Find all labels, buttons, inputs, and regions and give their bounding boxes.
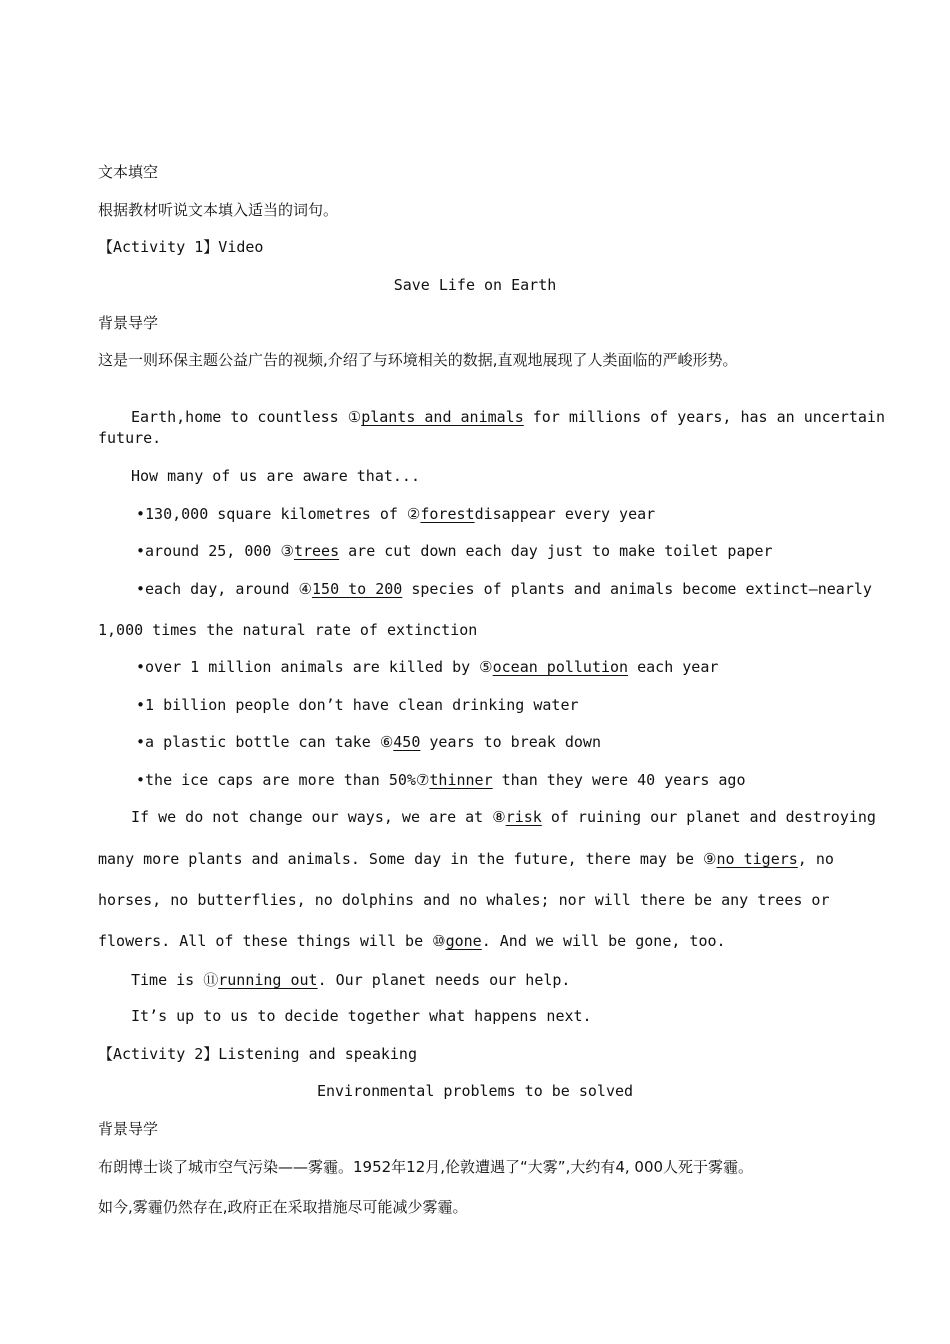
answer-8: risk xyxy=(505,808,542,826)
answer-9: no tigers xyxy=(716,850,798,868)
activity2-title: Environmental problems to be solved xyxy=(316,1082,634,1100)
activity1-label: 【Activity 1】Video xyxy=(98,238,264,256)
bullet-6: •a plastic bottle can take ⑥450 years to break down xyxy=(136,733,601,751)
answer-11: running out xyxy=(218,971,318,989)
instruction: 根据教材听说文本填入适当的词句。 xyxy=(98,201,339,219)
paragraph-3-line-4: flowers. All of these things will be ⑩gone. And we will be gone, too. xyxy=(98,932,726,950)
answer-5: ocean pollution xyxy=(492,658,629,676)
activity1-bg-heading: 背景导学 xyxy=(98,314,159,332)
paragraph-4: Time is ⑪running out. Our planet needs our help. xyxy=(131,971,571,989)
bullet-3: •each day, around ④150 to 200 species of plants and animals become extinct—nearly xyxy=(136,580,872,598)
bullet-7: •the ice caps are more than 50%⑦thinner than they were 40 years ago xyxy=(136,771,746,789)
activity2-bg-text-2: 如今,雾霾仍然存在,政府正在采取措施尽可能减少雾霾。 xyxy=(98,1198,468,1216)
bullet-5: •1 billion people don’t have clean drinking water xyxy=(136,696,579,714)
answer-7: thinner xyxy=(429,771,493,789)
bullet-4: •over 1 million animals are killed by ⑤ocean pollution each year xyxy=(136,658,719,676)
answer-2: forest xyxy=(420,505,475,523)
paragraph-3: If we do not change our ways, we are at ⑧risk of ruining our planet and destroying xyxy=(131,808,876,826)
activity1-bg-text: 这是一则环保主题公益广告的视频,介绍了与环境相关的数据,直观地展现了人类面临的严峻形势。 xyxy=(98,351,738,369)
bullet-3-cont: 1,000 times the natural rate of extinction xyxy=(98,621,478,639)
paragraph-1: Earth,home to countless ①plants and animals for millions of years, has an uncertain xyxy=(131,408,885,426)
paragraph-2: How many of us are aware that... xyxy=(131,467,420,485)
paragraph-5: It’s up to us to decide together what happens next. xyxy=(131,1007,592,1025)
answer-10: gone xyxy=(445,932,482,950)
bullet-1: •130,000 square kilometres of ②forestdisappear every year xyxy=(136,505,656,523)
activity2-label: 【Activity 2】Listening and speaking xyxy=(98,1045,417,1063)
bullet-2: •around 25, 000 ③trees are cut down each day just to make toilet paper xyxy=(136,542,773,560)
answer-4: 150 to 200 xyxy=(312,580,403,598)
activity2-bg-text-1: 布朗博士谈了城市空气污染——雾霾。1952年12月,伦敦遭遇了“大雾”,大约有4, 000人死于雾霾。 xyxy=(98,1158,754,1176)
paragraph-3-line-2: many more plants and animals. Some day in the future, there may be ⑨no tigers, no xyxy=(98,850,834,868)
answer-6: 450 xyxy=(393,733,421,751)
paragraph-3-line-3: horses, no butterflies, no dolphins and no whales; nor will there be any trees or xyxy=(98,891,830,909)
answer-1: plants and animals xyxy=(361,408,524,426)
paragraph-1-cont: future. xyxy=(98,429,162,447)
section-title: 文本填空 xyxy=(98,163,159,181)
activity2-bg-heading: 背景导学 xyxy=(98,1120,159,1138)
answer-3: trees xyxy=(293,542,340,560)
activity1-title: Save Life on Earth xyxy=(393,276,557,294)
